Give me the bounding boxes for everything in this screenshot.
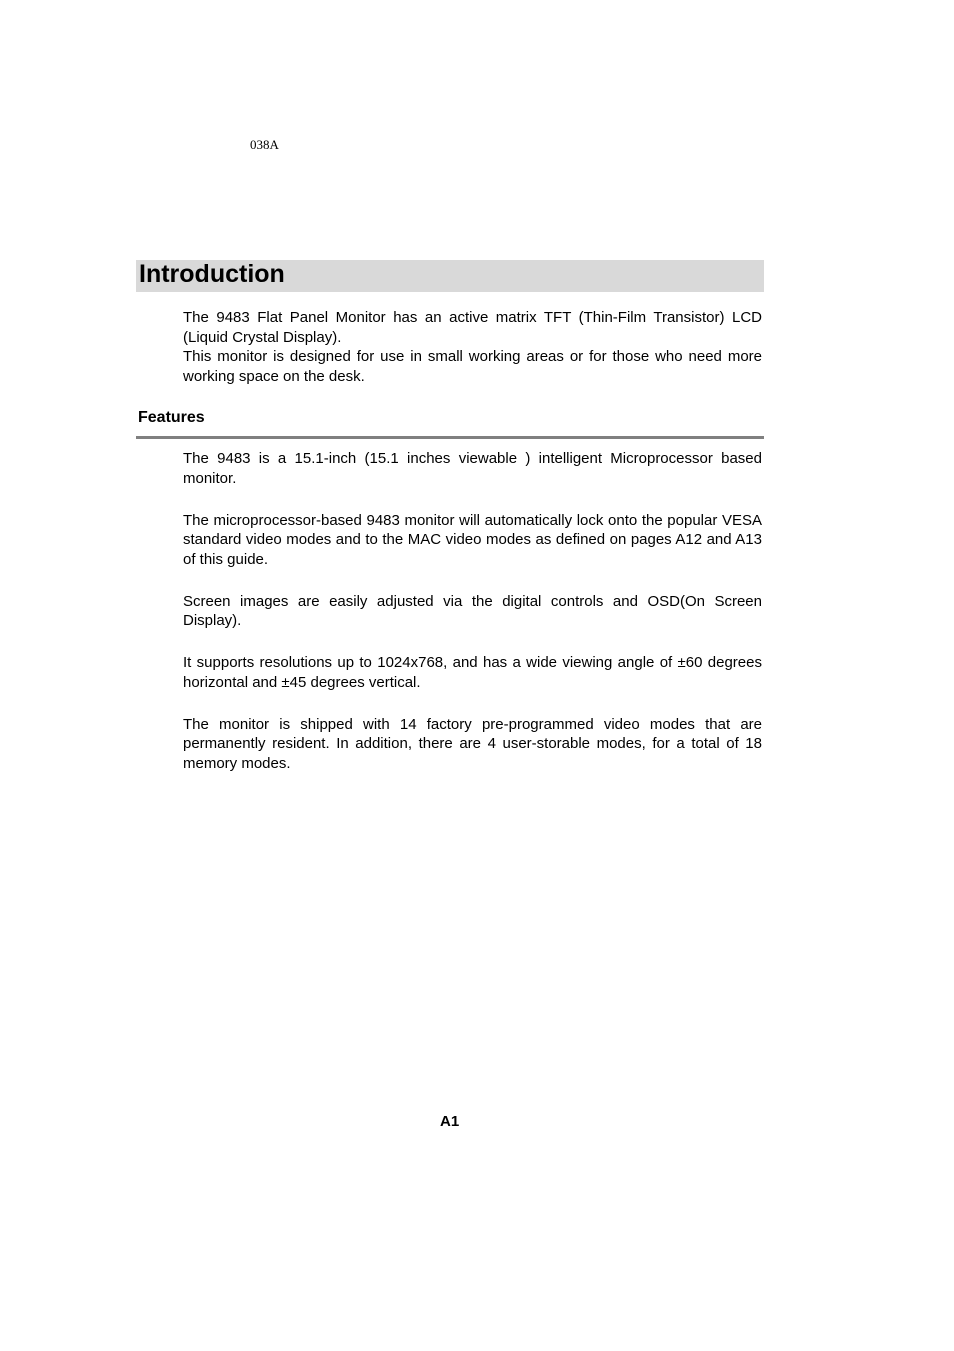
subsection-title: Features bbox=[138, 409, 205, 426]
intro-paragraph: This monitor is designed for use in small working areas or for those who need more working space on the desk. bbox=[183, 348, 762, 385]
section-title: Introduction bbox=[139, 260, 285, 288]
subsection-divider bbox=[136, 436, 764, 439]
feature-paragraph: The microprocessor-based 9483 monitor will automatically lock onto the popular VESA standard video modes and to the MAC video modes as defined on pages A12 and A13 of this guide. bbox=[183, 511, 762, 568]
features-text bbox=[183, 449, 762, 796]
feature-paragraph: Screen images are easily adjusted via the digital controls and OSD(On Screen Display). bbox=[183, 592, 762, 629]
section-banner bbox=[136, 260, 764, 292]
intro-paragraph: The 9483 Flat Panel Monitor has an active matrix TFT (Thin-Film Transistor) LCD (Liquid Crystal Display). bbox=[183, 309, 762, 346]
document-code: 038A bbox=[250, 137, 279, 152]
feature-paragraph: The 9483 is a 15.1-inch (15.1 inches viewable ) intelligent Microprocessor based monitor. bbox=[183, 450, 762, 487]
page-number: A1 bbox=[440, 1113, 460, 1130]
feature-paragraph: The monitor is shipped with 14 factory pre-programmed video modes that are permanently resident. In addition, there are 4 user-storable modes, for a total of 18 memory modes. bbox=[183, 715, 762, 772]
intro-text bbox=[183, 308, 762, 386]
feature-paragraph: It supports resolutions up to 1024x768, and has a wide viewing angle of ±60 degrees horizontal and ±45 degrees vertical. bbox=[183, 654, 762, 691]
